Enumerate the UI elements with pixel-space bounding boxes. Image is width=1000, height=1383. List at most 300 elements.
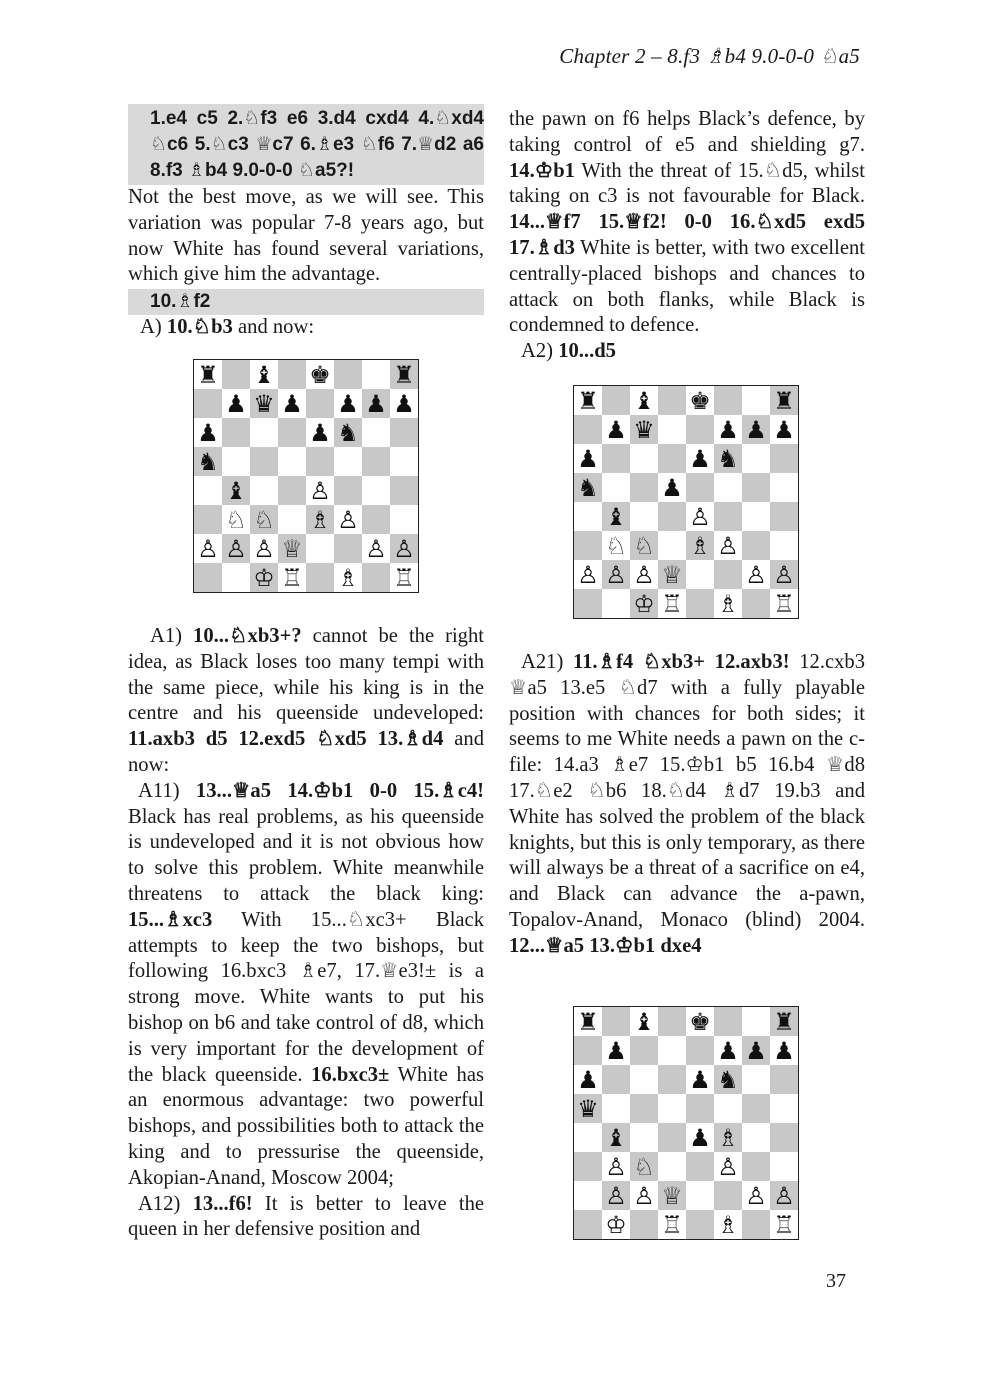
- square-d3: [658, 1152, 686, 1181]
- square-e5: [686, 473, 714, 502]
- black-pawn-icon: ♟: [717, 1036, 739, 1065]
- variation-a11-move2: 15...♗xc3: [128, 908, 213, 931]
- square-g7: [362, 389, 390, 418]
- black-king-icon: ♚: [309, 360, 331, 389]
- square-h8: [770, 386, 798, 415]
- square-e6: [686, 1065, 714, 1094]
- square-d1: [278, 563, 306, 592]
- square-f4: [714, 1123, 742, 1152]
- white-rook-icon: ♖: [773, 589, 795, 618]
- right-column-lower: [509, 650, 865, 960]
- white-bishop-icon: ♗: [337, 563, 359, 592]
- square-a3: [574, 1152, 602, 1181]
- chess-diagram-3: [573, 1006, 799, 1240]
- square-b6: [222, 418, 250, 447]
- square-g7: [742, 415, 770, 444]
- square-b7: [222, 389, 250, 418]
- square-g5: [362, 447, 390, 476]
- square-d6: [658, 1065, 686, 1094]
- square-h6: [770, 1065, 798, 1094]
- square-d8: [278, 360, 306, 389]
- white-pawn-icon: ♙: [225, 534, 247, 563]
- black-pawn-icon: ♟: [577, 1065, 599, 1094]
- black-pawn-icon: ♟: [225, 389, 247, 418]
- square-h6: [390, 418, 418, 447]
- white-pawn-icon: ♙: [253, 534, 275, 563]
- variation-a1-move: 10...♘xb3+?: [193, 625, 302, 647]
- square-e4: [686, 1123, 714, 1152]
- square-e5: [306, 447, 334, 476]
- square-d1: [658, 589, 686, 618]
- square-e5: [686, 1094, 714, 1123]
- white-bishop-icon: ♗: [689, 531, 711, 560]
- black-rook-icon: ♜: [773, 1007, 795, 1036]
- square-e6: [686, 444, 714, 473]
- white-pawn-icon: ♙: [365, 534, 387, 563]
- variation-a-label: A): [140, 316, 162, 339]
- black-pawn-icon: ♟: [717, 415, 739, 444]
- black-bishop-icon: ♝: [605, 502, 627, 531]
- square-b5: [602, 1094, 630, 1123]
- square-c7: [630, 415, 658, 444]
- square-b5: [602, 473, 630, 502]
- black-knight-icon: ♞: [197, 447, 219, 476]
- white-knight-icon: ♘: [633, 531, 655, 560]
- variation-a11-text2: With 15...♘xc3+ Black attempts to keep the two bishops, but following 16.bxc3 ♗e7, 17.♕e3!± is a strong move. White wants to put his bishop on b6 and take control of d8, which is very important for the development of the black queenside.: [128, 908, 484, 1086]
- square-f2: [714, 1181, 742, 1210]
- square-g2: [742, 1181, 770, 1210]
- square-e8: [306, 360, 334, 389]
- continuation-text-1: the pawn on f6 helps Black’s defence, by taking control of e5 and shielding g7.: [509, 108, 865, 156]
- square-g5: [742, 473, 770, 502]
- black-pawn-icon: ♟: [689, 444, 711, 473]
- square-d5: [658, 473, 686, 502]
- white-knight-icon: ♘: [253, 505, 275, 534]
- white-pawn-icon: ♙: [309, 476, 331, 505]
- white-rook-icon: ♖: [281, 563, 303, 592]
- continuation-paragraph: [509, 107, 865, 339]
- square-c6: [250, 418, 278, 447]
- white-bishop-icon: ♗: [717, 1210, 739, 1239]
- square-f6: [334, 418, 362, 447]
- square-e3: [306, 505, 334, 534]
- white-pawn-icon: ♙: [689, 502, 711, 531]
- white-pawn-icon: ♙: [717, 1152, 739, 1181]
- diagram-2-wrap: [573, 385, 799, 619]
- black-knight-icon: ♞: [717, 1065, 739, 1094]
- square-c7: [630, 1036, 658, 1065]
- black-rook-icon: ♜: [577, 1007, 599, 1036]
- square-g3: [742, 1152, 770, 1181]
- square-a6: [574, 444, 602, 473]
- black-king-icon: ♚: [689, 386, 711, 415]
- square-a8: [194, 360, 222, 389]
- black-pawn-icon: ♟: [197, 418, 219, 447]
- square-b3: [602, 1152, 630, 1181]
- square-f7: [714, 415, 742, 444]
- square-g2: [742, 560, 770, 589]
- square-b1: [602, 1210, 630, 1239]
- square-h8: [770, 1007, 798, 1036]
- black-pawn-icon: ♟: [745, 1036, 767, 1065]
- square-b8: [602, 1007, 630, 1036]
- square-a7: [574, 415, 602, 444]
- variation-a-text: and now:: [232, 316, 315, 339]
- square-d7: [658, 1036, 686, 1065]
- square-a6: [574, 1065, 602, 1094]
- black-pawn-icon: ♟: [281, 389, 303, 418]
- square-a7: [574, 1036, 602, 1065]
- white-bishop-icon: ♗: [717, 1123, 739, 1152]
- white-pawn-icon: ♙: [773, 560, 795, 589]
- black-bishop-icon: ♝: [633, 386, 655, 415]
- square-d8: [658, 1007, 686, 1036]
- square-d4: [658, 1123, 686, 1152]
- square-h8: [390, 360, 418, 389]
- chess-diagram-2: [573, 385, 799, 619]
- variation-a12-label: A12): [138, 1192, 181, 1215]
- square-f6: [714, 444, 742, 473]
- square-f7: [334, 389, 362, 418]
- square-e8: [686, 1007, 714, 1036]
- continuation-text-2: With the threat of 15.♘d5, whilst taking on c3 is not favourable for Black.: [509, 159, 865, 208]
- black-pawn-icon: ♟: [605, 415, 627, 444]
- square-c5: [630, 473, 658, 502]
- variation-a11-move: 13...♕a5 14.♔b1 0-0 15.♗c4!: [195, 779, 484, 802]
- square-g3: [362, 505, 390, 534]
- square-f4: [714, 502, 742, 531]
- black-rook-icon: ♜: [197, 360, 219, 389]
- square-c8: [250, 360, 278, 389]
- square-g7: [742, 1036, 770, 1065]
- variation-a2: [509, 339, 865, 365]
- square-f1: [714, 589, 742, 618]
- square-g8: [742, 1007, 770, 1036]
- square-g2: [362, 534, 390, 563]
- square-a5: [194, 447, 222, 476]
- continuation-move-2: 14...♕f7 15.♕f2! 0-0 16.♘xd5 exd5 17.♗d3: [509, 211, 865, 259]
- variation-a1-end: and now:: [128, 728, 485, 776]
- black-knight-icon: ♞: [577, 473, 599, 502]
- variation-a21-text: 12.cxb3 ♕a5 13.e5 ♘d7 with a fully playable position with chances for both sides; it seems to me White needs a pawn on the c-file: 14.a3 ♗e7 15.♔b1 b5 16.b4 ♕d8 17.♘e2 ♘b6 18.♘d4 ♗d7 19.b3 and White has solved the problem of the black knights, but this is only temporary, as there will always be a threat of a sacrifice on e4, and Black can advance the a-pawn, Topalov-Anand, Monaco (blind) 2004.: [509, 651, 865, 931]
- white-pawn-icon: ♙: [745, 1181, 767, 1210]
- square-e6: [306, 418, 334, 447]
- square-a2: [574, 1181, 602, 1210]
- square-f1: [334, 563, 362, 592]
- square-h1: [770, 1210, 798, 1239]
- square-a3: [194, 505, 222, 534]
- square-g4: [742, 1123, 770, 1152]
- diagram-3-wrap: [573, 1006, 799, 1240]
- black-pawn-icon: ♟: [309, 418, 331, 447]
- variation-a11-text1: Black has real problems, as his queenside is undeveloped and it is not obvious how to solve this problem. White meanwhile threatens to attack the black king:: [128, 805, 484, 905]
- square-e7: [686, 415, 714, 444]
- square-g4: [742, 502, 770, 531]
- white-pawn-icon: ♙: [337, 505, 359, 534]
- black-knight-icon: ♞: [717, 444, 739, 473]
- continuation-move-1: 14.♔b1: [509, 159, 575, 182]
- square-c2: [630, 560, 658, 589]
- square-b2: [602, 560, 630, 589]
- variation-a21-move: 11.♗f4 ♘xb3+ 12.axb3!: [572, 651, 790, 673]
- black-pawn-icon: ♟: [577, 444, 599, 473]
- black-bishop-icon: ♝: [633, 1007, 655, 1036]
- square-e2: [686, 1181, 714, 1210]
- square-g6: [742, 444, 770, 473]
- square-c5: [630, 1094, 658, 1123]
- white-knight-icon: ♘: [225, 505, 247, 534]
- square-d6: [658, 444, 686, 473]
- square-c4: [250, 476, 278, 505]
- square-e2: [686, 560, 714, 589]
- square-h6: [770, 444, 798, 473]
- variation-a1-text: cannot be the right idea, as Black loses too many tempi with the same piece, while his king is in the centre and his queenside undeveloped:: [128, 625, 484, 725]
- square-f2: [334, 534, 362, 563]
- black-queen-icon: ♛: [577, 1094, 599, 1123]
- square-d5: [278, 447, 306, 476]
- square-e7: [306, 389, 334, 418]
- black-pawn-icon: ♟: [745, 415, 767, 444]
- white-pawn-icon: ♙: [633, 560, 655, 589]
- square-h2: [390, 534, 418, 563]
- square-f8: [714, 386, 742, 415]
- white-pawn-icon: ♙: [745, 560, 767, 589]
- square-h4: [770, 1123, 798, 1152]
- variation-a2-move: 10...d5: [558, 340, 616, 363]
- square-g1: [742, 589, 770, 618]
- square-a1: [574, 1210, 602, 1239]
- square-h2: [770, 1181, 798, 1210]
- square-c2: [630, 1181, 658, 1210]
- square-b2: [222, 534, 250, 563]
- square-a8: [574, 1007, 602, 1036]
- page-number: 37: [826, 1270, 846, 1292]
- black-pawn-icon: ♟: [773, 1036, 795, 1065]
- black-queen-icon: ♛: [253, 389, 275, 418]
- square-c2: [250, 534, 278, 563]
- white-pawn-icon: ♙: [577, 560, 599, 589]
- black-rook-icon: ♜: [577, 386, 599, 415]
- square-e1: [686, 1210, 714, 1239]
- square-b4: [602, 502, 630, 531]
- square-h5: [770, 473, 798, 502]
- square-g4: [362, 476, 390, 505]
- square-a2: [194, 534, 222, 563]
- variation-a21-label: A21): [521, 651, 564, 673]
- square-h5: [390, 447, 418, 476]
- black-pawn-icon: ♟: [773, 415, 795, 444]
- square-a4: [574, 1123, 602, 1152]
- square-b2: [602, 1181, 630, 1210]
- square-b8: [602, 386, 630, 415]
- square-g3: [742, 531, 770, 560]
- variation-a11-text3: White has an enormous advantage: two powerful bishops, and possibilities both to attack the king and to pressurise the queenside, Akopian-Anand, Moscow 2004;: [128, 1063, 484, 1189]
- variation-a1: [128, 624, 484, 779]
- square-c1: [250, 563, 278, 592]
- main-line-box: 1.e4 c5 2.♘f3 e6 3.d4 cxd4 4.♘xd4 ♘c6 5.♘c3 ♕c7 6.♗e3 ♘f6 7.♕d2 a6 8.f3 ♗b4 9.0-0-0 ♘a5?!: [128, 104, 484, 185]
- square-e8: [686, 386, 714, 415]
- square-a4: [194, 476, 222, 505]
- square-f8: [714, 1007, 742, 1036]
- white-pawn-icon: ♙: [605, 1181, 627, 1210]
- square-d5: [658, 1094, 686, 1123]
- variation-a21: [509, 650, 865, 960]
- square-g6: [362, 418, 390, 447]
- square-c6: [630, 1065, 658, 1094]
- square-e4: [686, 502, 714, 531]
- square-d4: [658, 502, 686, 531]
- square-d7: [278, 389, 306, 418]
- square-f5: [714, 1094, 742, 1123]
- square-d1: [658, 1210, 686, 1239]
- square-h3: [770, 1152, 798, 1181]
- variation-a11: [128, 779, 484, 1192]
- square-h1: [770, 589, 798, 618]
- left-column: [128, 104, 484, 341]
- square-b5: [222, 447, 250, 476]
- variation-a2-label: A2): [521, 340, 554, 363]
- square-b4: [222, 476, 250, 505]
- square-d7: [658, 415, 686, 444]
- black-bishop-icon: ♝: [253, 360, 275, 389]
- square-b6: [602, 444, 630, 473]
- black-pawn-icon: ♟: [689, 1123, 711, 1152]
- square-h7: [390, 389, 418, 418]
- white-rook-icon: ♖: [661, 1210, 683, 1239]
- square-c7: [250, 389, 278, 418]
- black-queen-icon: ♛: [633, 415, 655, 444]
- white-pawn-icon: ♙: [773, 1181, 795, 1210]
- variation-a12-text: It is better to leave the queen in her defensive position and: [128, 1192, 485, 1241]
- square-d4: [278, 476, 306, 505]
- variation-a11-move3: 16.bxc3±: [311, 1063, 390, 1086]
- square-h7: [770, 1036, 798, 1065]
- square-c8: [630, 386, 658, 415]
- square-d2: [658, 1181, 686, 1210]
- square-f5: [714, 473, 742, 502]
- square-f7: [714, 1036, 742, 1065]
- square-e3: [686, 531, 714, 560]
- white-queen-icon: ♕: [281, 534, 303, 563]
- white-king-icon: ♔: [605, 1210, 627, 1239]
- running-header: Chapter 2 – 8.f3 ♗b4 9.0-0-0 ♘a5: [559, 44, 860, 68]
- square-c6: [630, 444, 658, 473]
- white-queen-icon: ♕: [661, 560, 683, 589]
- move-ten-box: 10.♗f2: [128, 289, 484, 315]
- variation-a12: [128, 1192, 484, 1244]
- square-b3: [222, 505, 250, 534]
- variation-a-move: 10.♘b3: [166, 316, 233, 339]
- black-knight-icon: ♞: [337, 418, 359, 447]
- square-c4: [630, 502, 658, 531]
- square-c1: [630, 1210, 658, 1239]
- square-e7: [686, 1036, 714, 1065]
- square-h4: [390, 476, 418, 505]
- square-f3: [334, 505, 362, 534]
- square-f3: [714, 531, 742, 560]
- square-a6: [194, 418, 222, 447]
- square-d3: [658, 531, 686, 560]
- black-pawn-icon: ♟: [689, 1065, 711, 1094]
- white-pawn-icon: ♙: [633, 1181, 655, 1210]
- square-c8: [630, 1007, 658, 1036]
- white-knight-icon: ♘: [633, 1152, 655, 1181]
- continuation-text-3: White is better, with two excellent centrally-placed bishops and chances to attack on both flanks, while Black is condemned to defence.: [509, 236, 865, 337]
- square-h1: [390, 563, 418, 592]
- white-bishop-icon: ♗: [309, 505, 331, 534]
- square-g8: [742, 386, 770, 415]
- square-e3: [686, 1152, 714, 1181]
- square-h5: [770, 1094, 798, 1123]
- square-a1: [574, 589, 602, 618]
- white-pawn-icon: ♙: [197, 534, 219, 563]
- square-c3: [630, 531, 658, 560]
- square-c1: [630, 589, 658, 618]
- square-a5: [574, 1094, 602, 1123]
- white-pawn-icon: ♙: [717, 531, 739, 560]
- black-rook-icon: ♜: [773, 386, 795, 415]
- black-pawn-icon: ♟: [337, 389, 359, 418]
- white-knight-icon: ♘: [605, 531, 627, 560]
- square-f5: [334, 447, 362, 476]
- black-pawn-icon: ♟: [365, 389, 387, 418]
- black-pawn-icon: ♟: [661, 473, 683, 502]
- chess-diagram-1: [193, 359, 419, 593]
- square-g8: [362, 360, 390, 389]
- square-b8: [222, 360, 250, 389]
- variation-a11-label: A11): [138, 779, 180, 802]
- square-f6: [714, 1065, 742, 1094]
- square-h3: [390, 505, 418, 534]
- black-bishop-icon: ♝: [605, 1123, 627, 1152]
- square-a5: [574, 473, 602, 502]
- white-pawn-icon: ♙: [605, 560, 627, 589]
- white-pawn-icon: ♙: [605, 1152, 627, 1181]
- white-rook-icon: ♖: [661, 589, 683, 618]
- square-c3: [630, 1152, 658, 1181]
- square-d6: [278, 418, 306, 447]
- variation-a: [128, 315, 484, 341]
- square-d2: [658, 560, 686, 589]
- square-d8: [658, 386, 686, 415]
- square-e1: [306, 563, 334, 592]
- black-bishop-icon: ♝: [225, 476, 247, 505]
- square-e1: [686, 589, 714, 618]
- white-king-icon: ♔: [633, 589, 655, 618]
- square-e4: [306, 476, 334, 505]
- white-rook-icon: ♖: [393, 563, 415, 592]
- square-h4: [770, 502, 798, 531]
- square-c5: [250, 447, 278, 476]
- square-b1: [222, 563, 250, 592]
- variation-a12-move: 13...f6!: [192, 1192, 253, 1215]
- square-f8: [334, 360, 362, 389]
- white-queen-icon: ♕: [661, 1181, 683, 1210]
- square-h3: [770, 531, 798, 560]
- square-f4: [334, 476, 362, 505]
- square-b6: [602, 1065, 630, 1094]
- black-rook-icon: ♜: [393, 360, 415, 389]
- variation-a1-moves: 11.axb3 d5 12.exd5 ♘xd5 13.♗d4: [128, 728, 444, 751]
- white-king-icon: ♔: [253, 563, 275, 592]
- diagram-1-wrap: [193, 359, 419, 593]
- square-c4: [630, 1123, 658, 1152]
- square-g1: [362, 563, 390, 592]
- left-column-lower: [128, 624, 484, 1243]
- square-d3: [278, 505, 306, 534]
- square-b3: [602, 531, 630, 560]
- variation-a21-end: 12...♕a5 13.♔b1 dxe4: [509, 934, 702, 957]
